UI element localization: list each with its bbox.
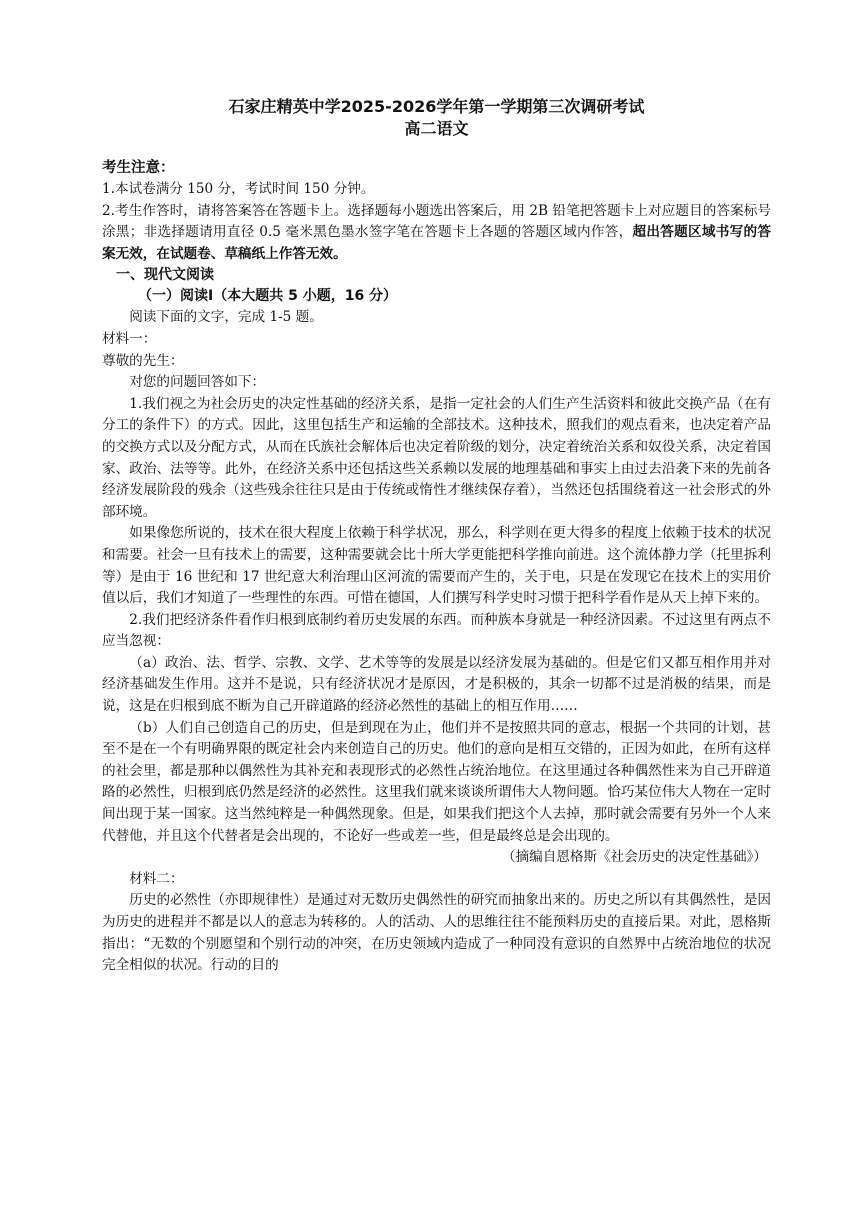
material-1-paragraph-3: 2.我们把经济条件看作归根到底制约着历史发展的东西。而种族本身就是一种经济因素。不过这里有两点不应当忽视：: [102, 611, 771, 650]
letter-opening: 对您的问题回答如下：: [129, 374, 266, 391]
notice-item-1: 1.本试卷满分 150 分，考试时间 150 分钟。: [102, 181, 375, 197]
letter-salutation: 尊敬的先生：: [102, 352, 184, 369]
subsection-heading: （一）阅读Ⅰ（本大题共 5 小题，16 分）: [138, 288, 398, 305]
exam-subject: 高二语文: [404, 119, 469, 138]
notice-item-2-text: 2.考生作答时，请将答案答在答题卡上。选择题每小题选出答案后，用 2B 铅笔把答题卡上对应题目的答案标号涂黑；非选择题请用直径 0.5 毫米黑色墨水签字笔在答题卡上各题的答题区域内作答，: [102, 202, 771, 241]
exam-title: 石家庄精英中学2025-2026学年第一学期第三次调研考试: [228, 97, 645, 116]
notice-item-2-bold: 超出答题区域书写的答案无效，在试题卷、草稿纸上作答无效。: [102, 224, 772, 262]
material-1-paragraph-1: 1.我们视之为社会历史的决定性基础的经济关系，是指一定社会的人们生产生活资料和彼此交换产品（在有分工的条件下）的方式。因此，这里包括生产和运输的全部技术。这种技术，照我们的观点看来，也决定着产品的交换方式以及分配方式，从而在氏族社会解体后也决定着阶级的划分，决定着统治关系和奴役关系，决定着国家、政治、法等等。此外，在经济关系中还包括这些关系赖以发展的地理基础和事实上由过去沿袭下来的先前各经济发展阶段的残余（这些残余往往只是由于传统或惰性才继续保存着），当然还包括围绕着这一社会形式的外部环境。: [102, 395, 771, 520]
material-1-label: 材料一：: [102, 330, 157, 347]
material-1-paragraph-4: （a）政治、法、哲学、宗教、文学、艺术等等的发展是以经济发展为基础的。但是它们又都互相作用并对经济基础发生作用。这并不是说，只有经济状况才是原因，才是积极的，其余一切都不过是消极的结果，而是说，这是在归根到底不断为自己开辟道路的经济必然性的基础上的相互作用……: [102, 654, 771, 715]
material-1-paragraph-5: （b）人们自己创造自己的历史，但是到现在为止，他们并不是按照共同的意志，根据一个共同的计划，甚至不是在一个有明确界限的既定社会内来创造自己的历史。他们的意向是相互交错的，正因为如此，在所有这样的社会里，都是那种以偶然性为其补充和表现形式的必然性占统治地位。在这里通过各种偶然性来为自己开辟道路的必然性，归根到底仍然是经济的必然性。这里我们就来谈谈所谓伟大人物问题。恰巧某位伟大人物在一定时间出现于某一国家。这当然纯粹是一种偶然现象。但是，如果我们把这个人去掉，那时就会需要有另外一个人来代替他，并且这个代替者是会出现的，不论好一些或差一些，但是最终总是会出现的。: [102, 719, 771, 844]
notice-item-2: [102, 201, 771, 266]
section-heading: 一、现代文阅读: [116, 267, 214, 284]
material-1-source: （摘编自恩格斯《社会历史的决定性基础》）: [501, 849, 767, 866]
material-1-paragraph-2: 如果像您所说的，技术在很大程度上依赖于科学状况，那么，科学则在更大得多的程度上依赖于技术的状况和需要。社会一旦有技术上的需要，这种需要就会比十所大学更能把科学推向前进。这个流体静力学（托里拆利等）是由于 16 世纪和 17 世纪意大利治理山区河流的需要而产生的，关于电，只是在发现它在技术上的实用价值以后，我们才知道了一些理性的东西。可惜在德国，人们撰写科学史时习惯于把科学看作是从天上掉下来的。: [102, 525, 771, 607]
material-2-paragraph-1: 历史的必然性（亦即规律性）是通过对无数历史偶然性的研究而抽象出来的。历史之所以有其偶然性，是因为历史的进程并不都是以人的意志为转移的。人的活动、人的思维往往不能预料历史的直接后果。对此，恩格斯指出：“无数的个别愿望和个别行动的冲突，在历史领域内造成了一种同没有意识的自然界中占统治地位的状况完全相似的状况。行动的目的: [102, 892, 771, 974]
material-2-label: 材料二：: [129, 870, 184, 887]
notice-heading: 考生注意：: [102, 160, 175, 176]
reading-instruction: 阅读下面的文字，完成 1-5 题。: [129, 309, 323, 326]
